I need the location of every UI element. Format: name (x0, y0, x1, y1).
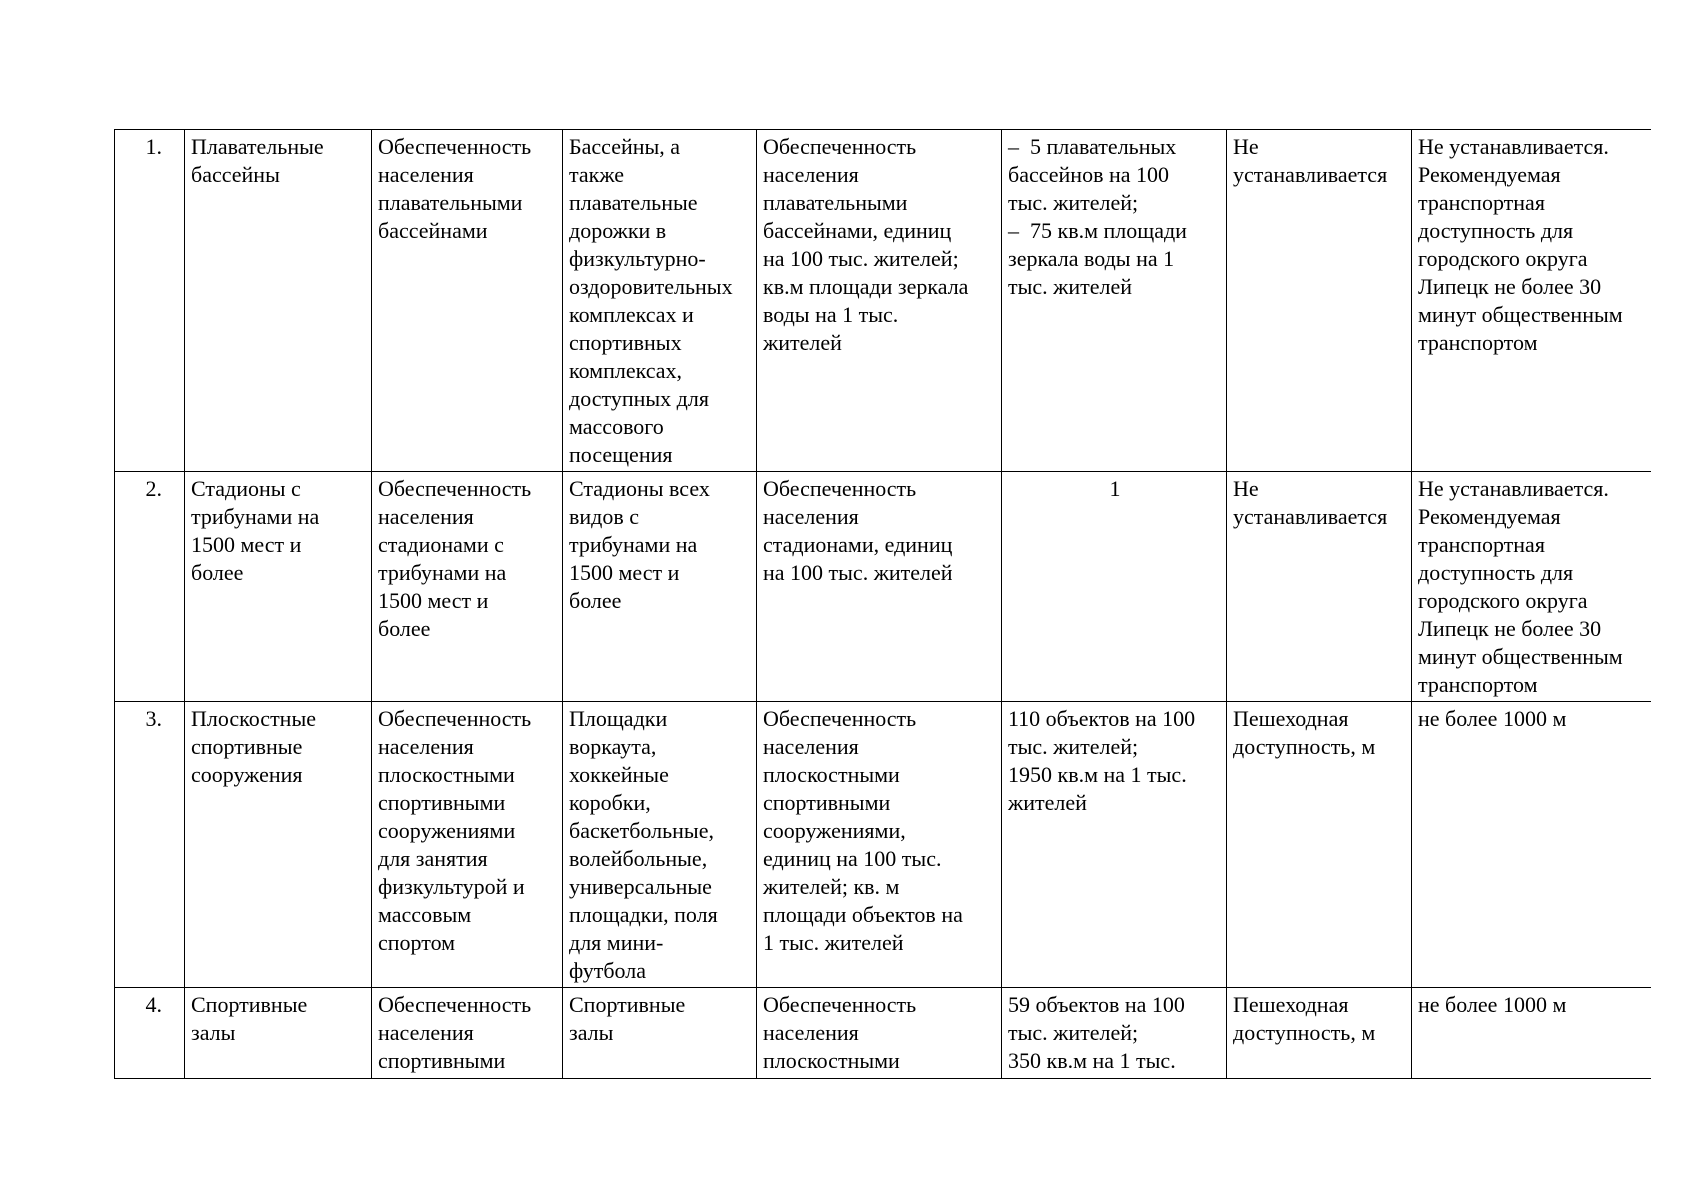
row-number-text: 1. (145, 134, 162, 159)
cell-text-line: спортивными (378, 790, 506, 815)
value-lines (1008, 475, 1222, 503)
cell-text-line: сооружениями (378, 818, 516, 843)
cell-text-line: Плавательные (191, 134, 324, 159)
cell-text-line: волейбольные, (569, 846, 708, 871)
cell-text-line: Спортивные (569, 992, 686, 1017)
cell-text-line: Площадки (569, 706, 668, 731)
cell-text-line: более (378, 616, 431, 641)
cell-text-line: спортивными (378, 1048, 506, 1073)
cell-text-line: спортивные (191, 734, 303, 759)
cell-text-line: зеркала воды на 1 (1008, 246, 1175, 271)
access-value-lines (1418, 133, 1647, 357)
row-number-text: 3. (145, 706, 162, 731)
table-body (115, 130, 1652, 1080)
cell-text-line: залы (569, 1020, 614, 1045)
cell-text-line: плавательные (569, 190, 698, 215)
cell-text-line: воды на 1 тыс. (763, 302, 899, 327)
cell-text-line: не более 1000 м (1418, 992, 1567, 1017)
cell-text-line: бассейнами, единиц (763, 218, 952, 243)
indicator-lines (378, 133, 558, 245)
cell-text-line: Спортивные (191, 992, 308, 1017)
cell-text-line: Липецк не более 30 (1418, 616, 1602, 641)
cell-text-line: плавательными (378, 190, 523, 215)
access-value-lines (1418, 705, 1647, 733)
cell-text-line: дорожки в (569, 218, 667, 243)
cell-text-line: трибунами на (191, 504, 320, 529)
cell-text-line: – 5 плавательных (1008, 134, 1177, 159)
cell-text-line: на 100 тыс. жителей (763, 560, 953, 585)
cell-text-line: трибунами на (569, 532, 698, 557)
cell-text-line: тыс. жителей (1008, 274, 1133, 299)
cell-text-line: футбола (569, 958, 646, 983)
indicator-cell (372, 130, 563, 472)
row-number (115, 472, 185, 702)
cell-text-line: массового (569, 414, 664, 439)
cell-text-line: минут общественным (1418, 644, 1623, 669)
access-type-cell (1227, 988, 1412, 1080)
table-row (115, 988, 1652, 1080)
cell-text-line: Рекомендуемая (1418, 162, 1561, 187)
norms-table (114, 129, 1651, 1079)
cell-text-line: сооружения (191, 762, 303, 787)
cell-text-line: 110 объектов на 100 (1008, 706, 1196, 731)
unit-cell (757, 472, 1002, 702)
cell-text-line: Обеспеченность (378, 706, 532, 731)
cell-text-line: также (569, 162, 625, 187)
cell-text-line: Обеспеченность (763, 476, 917, 501)
cell-text-line: плоскостными (763, 1048, 900, 1073)
cell-text-line: Обеспеченность (763, 134, 917, 159)
cell-text-line: сооружениями, (763, 818, 906, 843)
value-cell (1002, 130, 1227, 472)
cell-text-line: стадионами, единиц (763, 532, 953, 557)
cell-text-line: населения (763, 734, 859, 759)
access-type-cell (1227, 472, 1412, 702)
cell-text-line: Пешеходная (1233, 706, 1349, 731)
indicator-lines (378, 991, 558, 1075)
object-name-cell (185, 472, 372, 702)
cell-text-line: залы (191, 1020, 236, 1045)
cell-text-line: устанавливается (1233, 162, 1388, 187)
cell-text-line: Липецк не более 30 (1418, 274, 1602, 299)
row-number (115, 702, 185, 988)
cell-text-line: – 75 кв.м площади (1008, 218, 1187, 243)
cell-text-line: транспортная (1418, 190, 1545, 215)
cell-text-line: оздоровительных (569, 274, 733, 299)
cell-text-line: площади объектов на (763, 902, 963, 927)
cell-text-line: 1 тыс. жителей (763, 930, 904, 955)
row-number-text: 4. (145, 992, 162, 1017)
cell-text-line: спортивных (569, 330, 682, 355)
cell-text-line: плавательными (763, 190, 908, 215)
cell-text-line: баскетбольные, (569, 818, 714, 843)
access-type-lines (1233, 991, 1407, 1047)
cell-text-line: транспортом (1418, 672, 1538, 697)
cell-text-line: не более 1000 м (1418, 706, 1567, 731)
cell-text-line: трибунами на (378, 560, 507, 585)
cell-text-line: Не (1233, 134, 1259, 159)
cell-text-line: транспортная (1418, 532, 1545, 557)
access-value-lines (1418, 475, 1647, 699)
cell-text-line: плоскостными (763, 762, 900, 787)
cell-text-line: населения (378, 1020, 474, 1045)
cell-text-line: Обеспеченность (763, 992, 917, 1017)
cell-text-line: на 100 тыс. жителей; (763, 246, 959, 271)
cell-text-line: Стадионы всех (569, 476, 710, 501)
cell-text-line: городского округа (1418, 246, 1588, 271)
access-value-cell (1412, 130, 1652, 472)
cell-text-line: населения (378, 734, 474, 759)
cell-text-line: универсальные (569, 874, 712, 899)
cell-text-line: для мини- (569, 930, 664, 955)
cell-text-line: спортом (378, 930, 456, 955)
cell-text-line: населения (763, 162, 859, 187)
object-types-cell (563, 702, 757, 988)
indicator-lines (378, 705, 558, 957)
cell-text-line: городского округа (1418, 588, 1588, 613)
unit-cell (757, 702, 1002, 988)
access-value-cell (1412, 702, 1652, 988)
cell-text-line: доступность, м (1233, 734, 1376, 759)
indicator-lines (378, 475, 558, 643)
indicator-cell (372, 702, 563, 988)
cell-text-line: тыс. жителей; (1008, 1020, 1139, 1045)
cell-text-line: устанавливается (1233, 504, 1388, 529)
cell-text-line: более (569, 588, 622, 613)
cell-text-line: бассейнов на 100 (1008, 162, 1169, 187)
cell-text-line: Стадионы с (191, 476, 301, 501)
cell-text-line: 59 объектов на 100 (1008, 992, 1185, 1017)
cell-text-line: 1500 мест и (191, 532, 302, 557)
cell-text-line: кв.м площади зеркала (763, 274, 969, 299)
value-lines (1008, 705, 1222, 817)
unit-cell (757, 130, 1002, 472)
cell-text-line: доступность для (1418, 218, 1574, 243)
access-value-lines (1418, 991, 1647, 1019)
object-types-lines (569, 133, 752, 469)
cell-text-line: тыс. жителей; (1008, 734, 1139, 759)
object-types-lines (569, 991, 752, 1047)
unit-lines (763, 475, 997, 587)
cell-text-line: 1 (1109, 476, 1121, 501)
cell-text-line: бассейны (191, 162, 280, 187)
access-type-cell (1227, 130, 1412, 472)
unit-lines (763, 991, 997, 1075)
cell-text-line: 1500 мест и (569, 560, 680, 585)
cell-text-line: населения (378, 504, 474, 529)
cell-text-line: бассейнами (378, 218, 488, 243)
object-name-lines (191, 133, 367, 189)
cell-text-line: физкультурой и (378, 874, 525, 899)
cell-text-line: Не устанавливается. (1418, 476, 1609, 501)
table-row (115, 472, 1652, 702)
cell-text-line: видов с (569, 504, 640, 529)
indicator-cell (372, 472, 563, 702)
row-number-text: 2. (145, 476, 162, 501)
cell-text-line: Не устанавливается. (1418, 134, 1609, 159)
value-lines (1008, 133, 1222, 301)
object-types-lines (569, 475, 752, 615)
cell-text-line: Обеспеченность (378, 476, 532, 501)
cell-text-line: посещения (569, 442, 673, 467)
cell-text-line: минут общественным (1418, 302, 1623, 327)
cell-text-line: спортивными (763, 790, 891, 815)
cell-text-line: населения (763, 1020, 859, 1045)
object-name-cell (185, 130, 372, 472)
access-type-lines (1233, 133, 1407, 189)
cell-text-line: комплексах, (569, 358, 683, 383)
cell-text-line: жителей (1008, 790, 1087, 815)
cell-text-line: жителей (763, 330, 842, 355)
object-types-cell (563, 988, 757, 1080)
cell-text-line: площадки, поля (569, 902, 718, 927)
unit-lines (763, 705, 997, 957)
cell-text-line: плоскостными (378, 762, 515, 787)
cell-text-line: Не (1233, 476, 1259, 501)
cell-text-line: доступных для (569, 386, 709, 411)
cell-text-line: Рекомендуемая (1418, 504, 1561, 529)
cell-text-line: населения (763, 504, 859, 529)
row-number (115, 130, 185, 472)
cell-text-line: 1500 мест и (378, 588, 489, 613)
object-name-cell (185, 702, 372, 988)
table-viewport (114, 129, 1651, 1079)
cell-text-line: доступность, м (1233, 1020, 1376, 1045)
object-name-cell (185, 988, 372, 1080)
cell-text-line: Обеспеченность (763, 706, 917, 731)
value-cell (1002, 702, 1227, 988)
cell-text-line: воркаута, (569, 734, 657, 759)
access-value-cell (1412, 472, 1652, 702)
object-types-lines (569, 705, 752, 985)
cell-text-line: Обеспеченность (378, 134, 532, 159)
table-row (115, 130, 1652, 472)
cell-text-line: транспортом (1418, 330, 1538, 355)
cell-text-line: населения (378, 162, 474, 187)
unit-cell (757, 988, 1002, 1080)
object-name-lines (191, 705, 367, 789)
row-number (115, 988, 185, 1080)
cell-text-line: физкультурно- (569, 246, 706, 271)
cell-text-line: тыс. жителей; (1008, 190, 1139, 215)
cell-text-line: доступность для (1418, 560, 1574, 585)
cell-text-line: более (191, 560, 244, 585)
cell-text-line: жителей; кв. м (763, 874, 900, 899)
object-name-lines (191, 991, 367, 1047)
value-lines (1008, 991, 1222, 1075)
value-cell (1002, 472, 1227, 702)
object-types-cell (563, 130, 757, 472)
value-cell (1002, 988, 1227, 1080)
cell-text-line: единиц на 100 тыс. (763, 846, 942, 871)
indicator-cell (372, 988, 563, 1080)
cell-text-line: стадионами с (378, 532, 504, 557)
cell-text-line: 350 кв.м на 1 тыс. (1008, 1048, 1176, 1073)
cell-text-line: хоккейные (569, 762, 669, 787)
cell-text-line: массовым (378, 902, 472, 927)
cell-text-line: Плоскостные (191, 706, 316, 731)
cell-text-line: Бассейны, а (569, 134, 681, 159)
access-type-lines (1233, 705, 1407, 761)
cell-text-line: 1950 кв.м на 1 тыс. (1008, 762, 1187, 787)
cell-text-line: Обеспеченность (378, 992, 532, 1017)
unit-lines (763, 133, 997, 357)
cell-text-line: для занятия (378, 846, 488, 871)
cell-text-line: коробки, (569, 790, 651, 815)
object-types-cell (563, 472, 757, 702)
access-value-cell (1412, 988, 1652, 1080)
access-type-lines (1233, 475, 1407, 531)
cell-text-line: комплексах и (569, 302, 694, 327)
object-name-lines (191, 475, 367, 587)
cell-text-line: Пешеходная (1233, 992, 1349, 1017)
table-row (115, 702, 1652, 988)
access-type-cell (1227, 702, 1412, 988)
